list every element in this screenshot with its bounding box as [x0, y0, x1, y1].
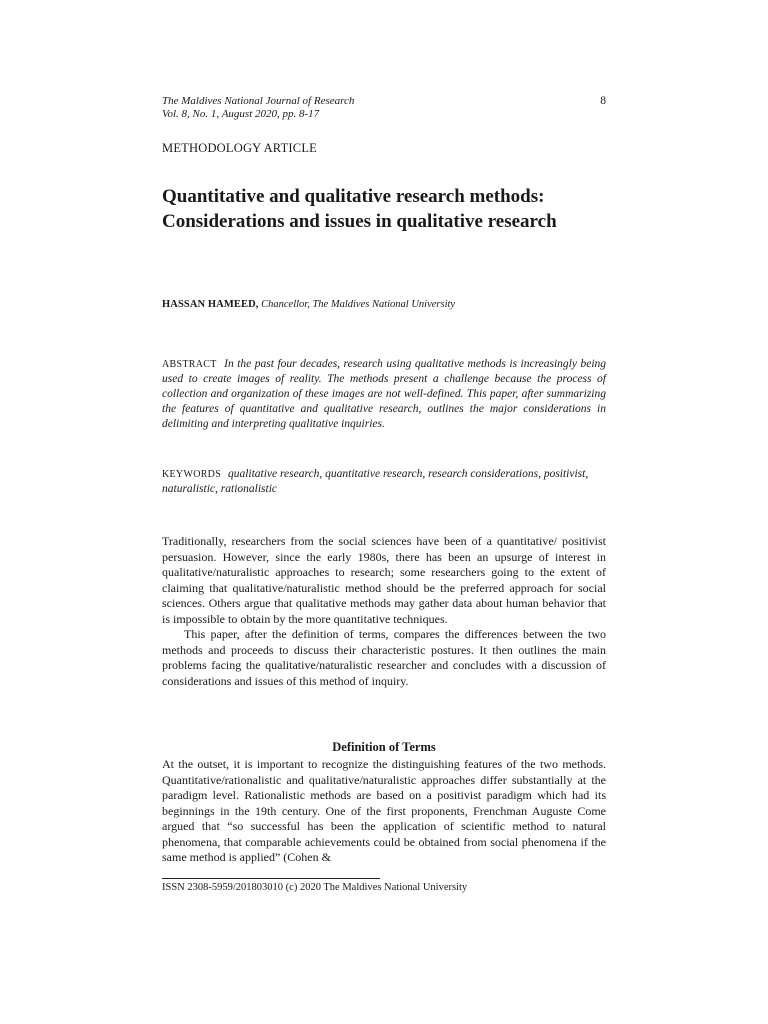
introduction — [162, 534, 606, 689]
author-affiliation: Chancellor, The Maldives National University — [261, 299, 456, 310]
keywords-text: qualitative research, quantitative research, research considerations, positivist, naturalistic, rationalistic — [162, 468, 589, 495]
volume-info: Vol. 8, No. 1, August 2020, pp. 8-17 — [162, 108, 320, 120]
footer-issn: ISSN 2308-5959/201803010 (c) 2020 The Maldives National University — [162, 882, 468, 893]
body-paragraph: This paper, after the definition of terms, compares the differences between the two methods and proceeds to discuss their characteristic postures. It then outlines the main problems facing the qualitative/naturalistic researcher and concludes with a discussion of considerations and issues of this method of inquiry. — [162, 627, 606, 688]
footer-rule — [162, 878, 380, 879]
journal-header — [162, 95, 606, 121]
page-number: 8 — [600, 95, 606, 107]
author-name: HASSAN HAMEED, — [162, 299, 259, 310]
author-line — [162, 298, 455, 311]
section-heading: Definition of Terms — [332, 740, 436, 754]
abstract-text: In the past four decades, research using qualitative methods is increasingly being used to create images of reality. The methods present a challenge because the process of collection and organization of these images are not well-defined. This paper, after summarizing the features of quantitative and qualitative research, outlines the major considerations in delimiting and interpreting qualitative inquiries. — [162, 358, 607, 431]
keywords — [162, 467, 606, 497]
abstract-label: ABSTRACT — [162, 359, 217, 370]
journal-name: The Maldives National Journal of Research — [162, 95, 355, 107]
section-paragraph: At the outset, it is important to recognize the distinguishing features of the two methods. Quantitative/rationalistic and qualitative/naturalistic approaches differ substantially at the paradigm level. Rationalistic methods are based on a positivist paradigm which had its beginnings in the 19th century. One of the first proponents, Frenchman Auguste Come argued that “so successful has been the application of scientific method to natural phenomena, that comparable achievements could be obtained from social phenomena if the same method is applied” (Cohen & — [162, 757, 606, 865]
section-body — [162, 757, 606, 866]
keywords-label: KEYWORDS — [162, 469, 222, 480]
article-type: METHODOLOGY ARTICLE — [162, 141, 318, 155]
abstract — [162, 357, 606, 432]
body-paragraph: Traditionally, researchers from the social sciences have been of a quantitative/ positivist persuasion. However, since the early 1980s, there has been an upsurge of interest in qualitative/naturalistic approaches to research; some researchers going to the extent of claiming that qualitative/naturalistic method should be the preferred approach for social sciences. Others argue that qualitative methods may gather data about human behavior that is impossible to obtain by the more quantitative techniques. — [162, 534, 606, 626]
article-title: Quantitative and qualitative research methods: Considerations and issues in qualitative research — [162, 186, 557, 232]
